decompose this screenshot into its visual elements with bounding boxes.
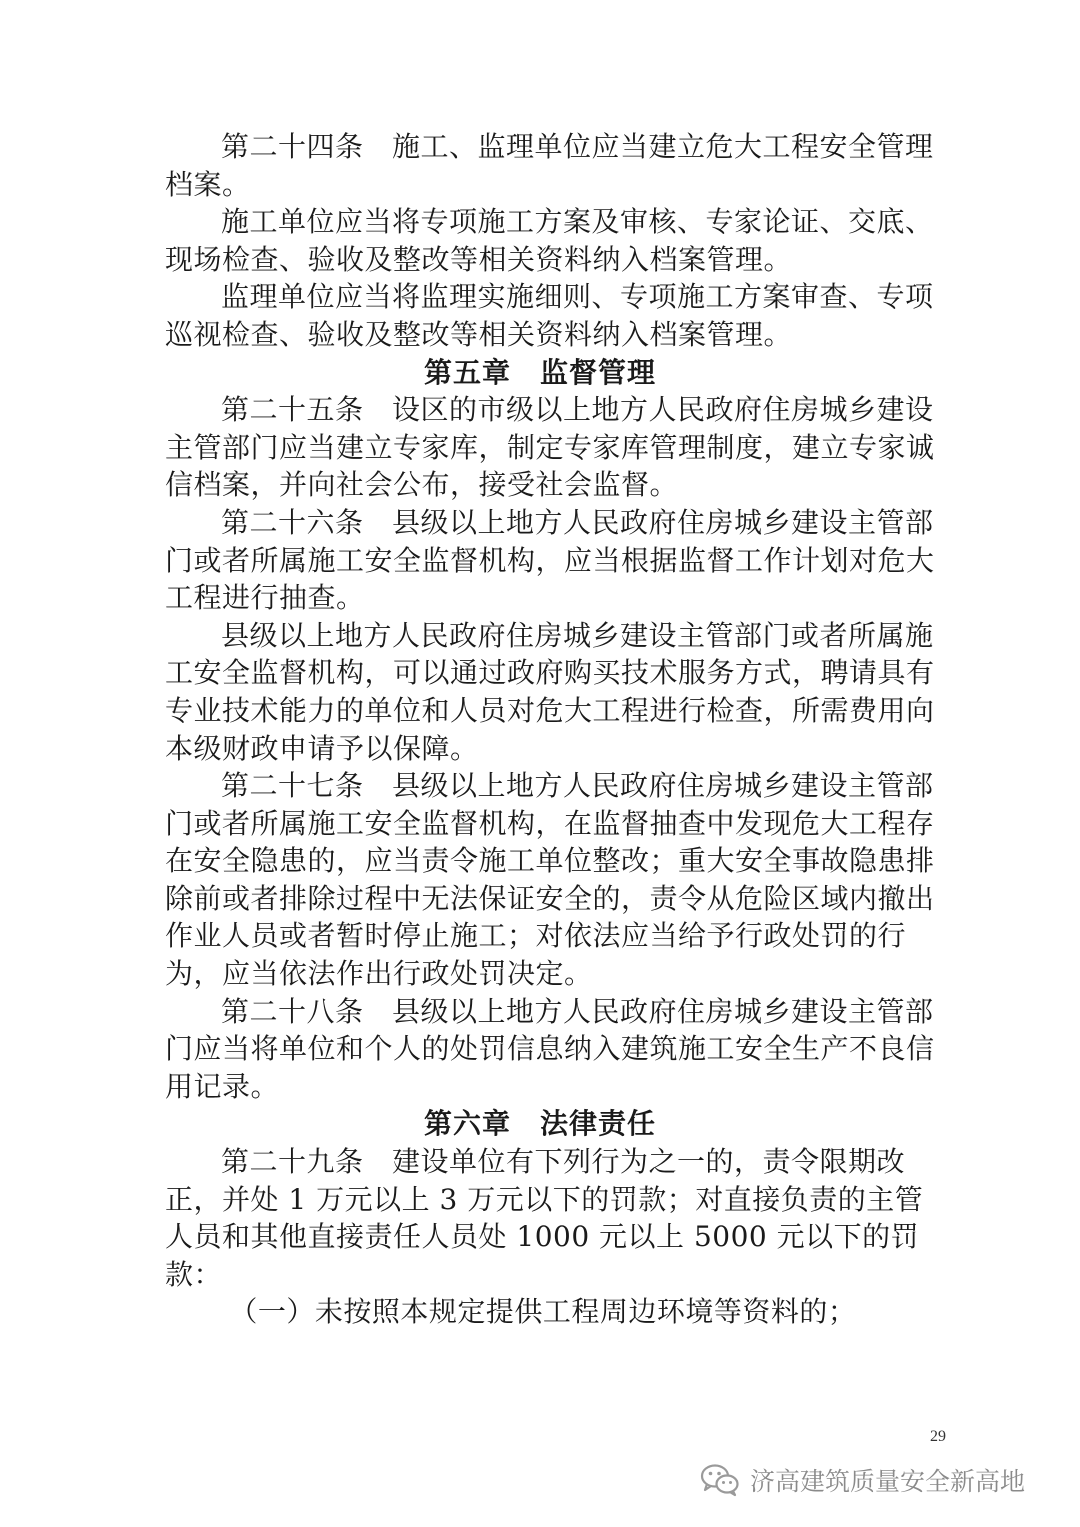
article-26: 第二十六条 县级以上地方人民政府住房城乡建设主管部门或者所属施工安全监督机构，应当根据监督工作计划对危大工程进行抽查。 [165, 505, 935, 615]
article-25: 第二十五条 设区的市级以上地方人民政府住房城乡建设主管部门应当建立专家库，制定专家库管理制度，建立专家诚信档案，并向社会公布，接受社会监督。 [165, 393, 935, 502]
article-24-paragraph-2: 施工单位应当将专项施工方案及审核、专家论证、交底、现场检查、验收及整改等相关资料纳入档案管理。 [165, 205, 934, 276]
chapter-5-heading: 第五章 监督管理 [423, 355, 656, 389]
chapter-6-heading: 第六章 法律责任 [423, 1107, 656, 1141]
article-26-paragraph-2: 县级以上地方人民政府住房城乡建设主管部门或者所属施工安全监督机构，可以通过政府购买技术服务方式，聘请具有专业技术能力的单位和人员对危大工程进行检查，所需费用向本级财政申请予以保障。 [165, 618, 935, 765]
watermark [700, 1460, 1025, 1500]
wechat-icon [700, 1463, 740, 1497]
page-number: 29 [930, 1428, 946, 1445]
article-28: 第二十八条 县级以上地方人民政府住房城乡建设主管部门应当将单位和个人的处罚信息纳入建筑施工安全生产不良信用记录。 [165, 994, 935, 1103]
article-24: 第二十四条 施工、监理单位应当建立危大工程安全管理档案。 [165, 130, 934, 201]
article-24-paragraph-3: 监理单位应当将监理实施细则、专项施工方案审查、专项巡视检查、验收及整改等相关资料纳入档案管理。 [165, 280, 934, 351]
watermark-text: 济高建筑质量安全新高地 [750, 1467, 1026, 1496]
article-29: 第二十九条 建设单位有下列行为之一的，责令限期改正，并处 1 万元以上 3 万元以下的罚款；对直接负责的主管人员和其他直接责任人员处 1000 元以上 5000 元以下的罚款： [165, 1145, 924, 1291]
document-body [165, 128, 945, 1331]
article-29-item-1: （一）未按照本规定提供工程周边环境等资料的； [229, 1295, 857, 1329]
article-27: 第二十七条 县级以上地方人民政府住房城乡建设主管部门或者所属施工安全监督机构，在监督抽查中发现危大工程存在安全隐患的，应当责令施工单位整改；重大安全事故隐患排除前或者排除过程中无法保证安全的，责令从危险区域内撤出作业人员或者暂时停止施工；对依法应当给予行政处罚的行为，应当依法作出行政处罚决定。 [165, 769, 935, 991]
